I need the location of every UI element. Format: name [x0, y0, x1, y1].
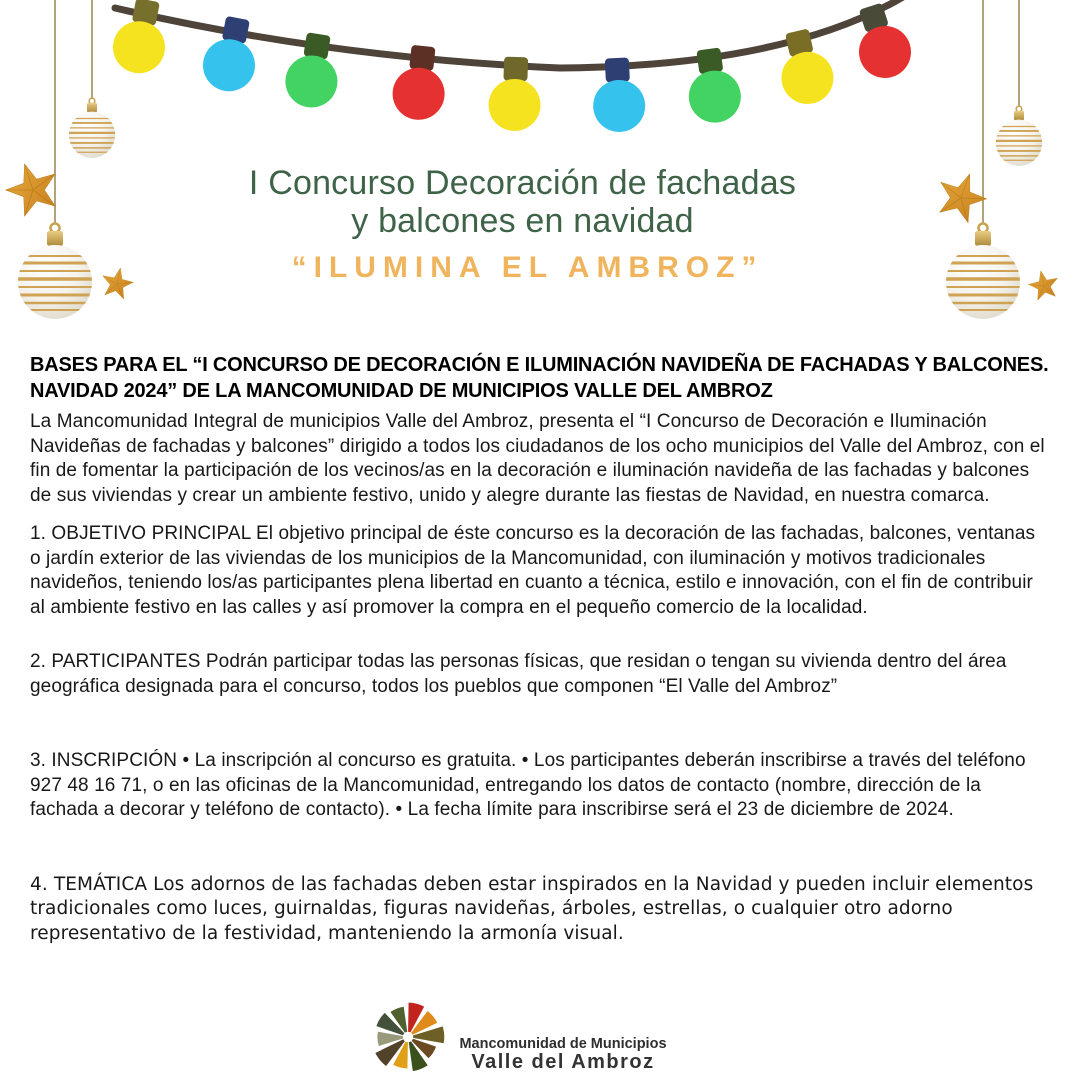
bulb-glass — [685, 67, 744, 126]
bulb-socket — [409, 45, 435, 71]
bauble-small-left — [67, 96, 117, 169]
ornament-string — [91, 0, 93, 98]
rules-heading: BASES PARA EL “I CONCURSO DE DECORACIÓN E ILUMINACIÓN NAVIDEÑA DE FACHADAS Y BALCONES. NAVIDAD 2024” DE LA MANCOMUNIDAD DE MUNICIPIOS VALLE DEL AMBROZ — [30, 354, 1049, 402]
bulb-glass — [282, 52, 341, 111]
mancomunidad-logo-text — [448, 1036, 678, 1072]
bulb-glass — [776, 47, 838, 109]
poster-title-line1: I Concurso Decoración de fachadas — [248, 164, 797, 202]
garland-bulb-8 — [771, 25, 838, 109]
contest-rules-text — [30, 352, 1050, 946]
logo-org-line1: Mancomunidad de Municipios — [459, 1036, 667, 1052]
bulb-glass — [390, 65, 447, 122]
footer — [0, 990, 1080, 1080]
rules-intro-paragraph: La Mancomunidad Integral de municipios Valle del Ambroz, presenta el “I Concurso de Decoración e Iluminación Navideñas de fachadas y balcones” dirigido a todos los ciudadanos de los ocho municipios del Valle del Ambroz, con el fin de fomentar la participación de los vecinos/as en la decoración e iluminación navideña de las fachadas y balcones de sus viviendas y crear un ambiente festivo, unido y alegre durante las fiestas de Navidad, en nuestra comarca. — [30, 411, 1045, 506]
bulb-glass — [852, 19, 918, 85]
poster-title-line2: y balcones en navidad — [351, 202, 694, 240]
bulb-glass — [488, 78, 542, 132]
logo-org-line2: Valle del Ambroz — [471, 1051, 655, 1073]
mancomunidad-pinwheel-logo-icon — [365, 994, 451, 1080]
bulb-glass — [109, 17, 170, 78]
bulb-socket — [605, 57, 630, 82]
rules-participantes-paragraph: 2. PARTICIPANTES Podrán participar todas las personas físicas, que residan o tengan su vivienda dentro del área geográfica designada para el concurso, todos los pueblos que componen “El Valle del Ambroz” — [30, 651, 1007, 697]
rules-objetivo-paragraph: 1. OBJETIVO PRINCIPAL El objetivo principal de éste concurso es la decoración de las fachadas, balcones, ventanas o jardín exterior de las viviendas de los municipios de la Mancomunidad, con iluminación y motivos tradicionales navideños, teniendo los/as participantes plena libertad en cuanto a técnica, estilo e innovación, con el fin de contribuir al ambiente festivo en las calles y así promover la compra en el pequeño comercio de la localidad. — [30, 523, 1036, 618]
ornament-string — [1018, 0, 1020, 106]
pinwheel-center — [403, 1032, 414, 1043]
poster-title — [0, 164, 1045, 240]
rules-inscripcion-paragraph: 3. INSCRIPCIÓN • La inscripción al concurso es gratuita. • Los participantes deberán inscribirse a través del teléfono 927 48 16 71, o en las oficinas de la Mancomunidad, entregando los datos de contacto (nombre, dirección de la fachada a decorar y teléfono de contacto). • La fecha límite para inscribirse será el 23 de diciembre de 2024. — [30, 750, 1026, 820]
bulb-socket — [303, 32, 330, 59]
string-lights-garland — [0, 0, 1080, 160]
poster-subtitle: “ILUMINA EL AMBROZ” — [291, 251, 764, 284]
bulb-glass — [199, 35, 260, 96]
rules-tematica-paragraph: 4. TEMÁTICA Los adornos de las fachadas deben estar inspirados en la Navidad y pueden incluir elementos tradicionales como luces, guirnaldas, figuras navideñas, árboles, estrellas, o cualquier otro adorno representativo de la festividad, manteniendo la armonía visual. — [30, 873, 1034, 944]
bulb-socket — [503, 57, 528, 82]
bulb-glass — [592, 79, 647, 134]
bulb-socket — [696, 47, 723, 74]
garland-bulb-9 — [845, 0, 917, 85]
